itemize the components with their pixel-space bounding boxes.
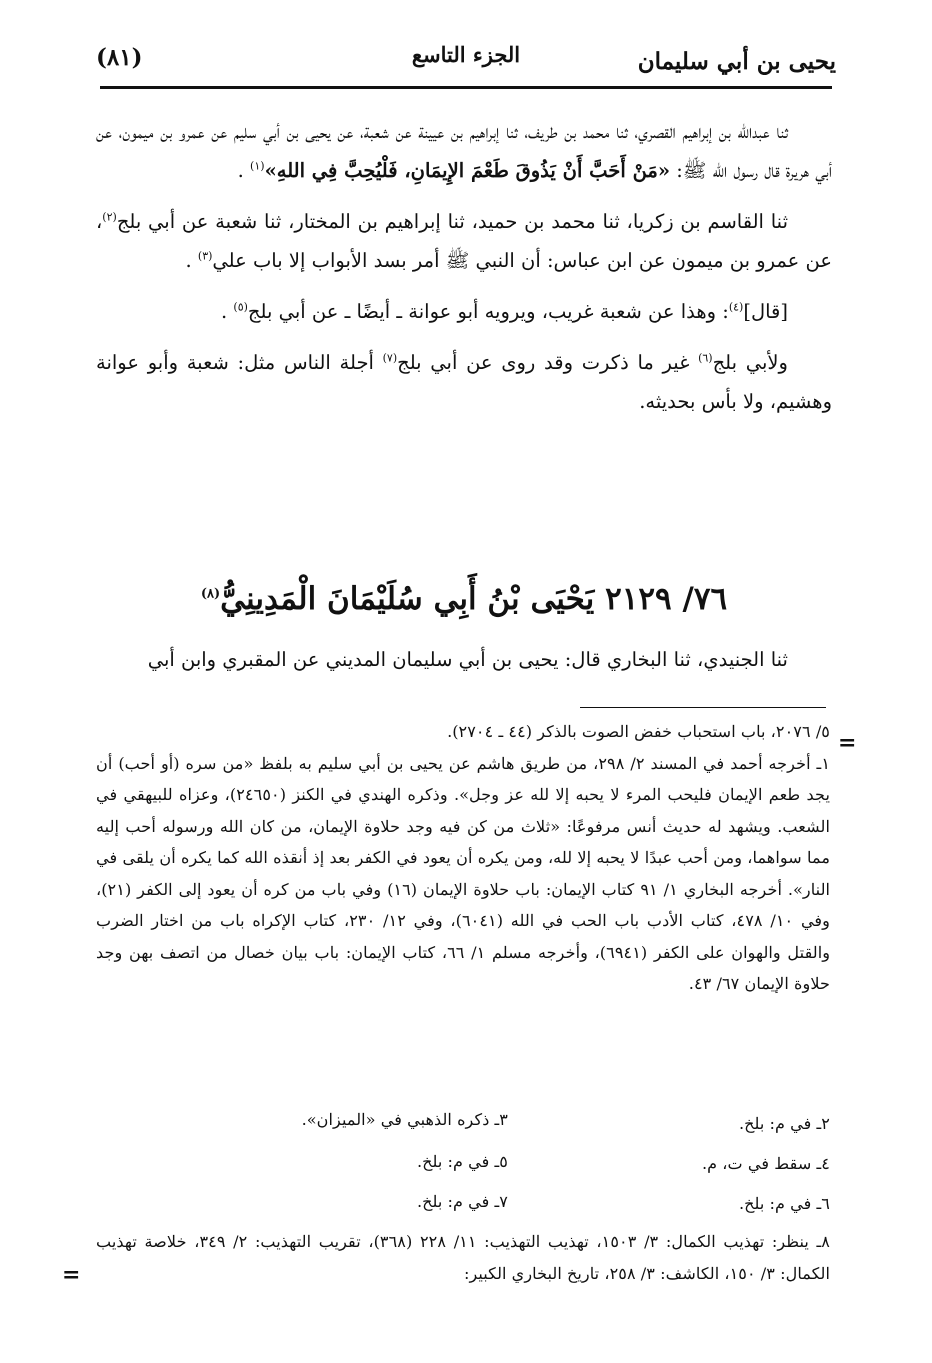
footnote-ref-5: (٥) bbox=[233, 300, 248, 314]
paragraph-3-end: . bbox=[221, 300, 234, 323]
footnote-ref-8: (٨) bbox=[200, 586, 221, 602]
paragraph-4-a: ولأبي بلج bbox=[712, 351, 788, 374]
paragraph-1 bbox=[96, 112, 832, 190]
footnote-ref-1: (١) bbox=[250, 159, 265, 173]
paragraph-3 bbox=[96, 292, 832, 331]
continuation-mark-end: = bbox=[62, 1262, 81, 1288]
footnote-ref-7: (٧) bbox=[382, 351, 398, 365]
hadith-quote: «مَنْ أَحَبَّ أَنْ يَذُوقَ طَعْمَ الإِيمَانِ، فَلْيُحِبَّ فِي اللهِ» bbox=[264, 159, 671, 182]
footnote-ref-2: (٢) bbox=[102, 210, 117, 224]
footnote-7: ٧ـ في م: بلخ. bbox=[416, 1192, 508, 1211]
page-header bbox=[96, 40, 836, 80]
footnote-1: ١ـ أخرجه أحمد في المسند ٢/ ٢٩٨، من طريق هاشم عن يحيى بن أبي سليم به بلفظ «من سره (أو أحب) أن يجد طعم الإيمان فليحب المرء لا يحبه إلا لله عز وجل». وذكره الهندي في الكنز (٢٤٦٥٠)، وعزاه للبيهقي في الشعب. ويشهد له حديث أنس مرفوعًا: «ثلاث من كن فيه وجد حلاوة الإيمان، من كان الله ورسوله أحب إليه مما سواهما، ومن أحب عبدًا لا يحبه إلا لله، ومن يكره أن يعود في الكفر بعد إذ أنقذه الله كما يكره أن يلقى في النار». أخرجه البخاري ١/ ٩١ كتاب الإيمان: باب حلاوة الإيمان (١٦) وفي باب من كره أن يعود إلى الكفر (٢١)، وفي ١٠/ ٤٧٨، كتاب الأدب باب الحب في الله (٦٠٤١)، وفي ١٢/ ٢٣٠، كتاب الإكراه باب من اختار الضرب والقتل والهوان على الكفر (٦٩٤١)، وأخرجه مسلم ١/ ٦٦، كتاب الإيمان: باب بيان خصال من اتصف بهن وجد حلاوة الإيمان ٦٧/ ٤٣. bbox=[96, 753, 831, 993]
paragraph-2 bbox=[96, 202, 832, 280]
paragraph-4-c: أجلة الناس مثل: شعبة وأبو عوانة وهشيم، ولا بأس بحديثه. bbox=[96, 351, 832, 413]
footnote-ref-4: (٤) bbox=[728, 300, 744, 314]
paragraph-3-b: : وهذا عن شعبة غريب، ويرويه أبو عوانة ـ أيضًا ـ عن أبي بلج bbox=[247, 300, 729, 323]
part-label: الجزء التاسع bbox=[411, 42, 521, 67]
footnote-6: ٦ـ في م: بلخ. bbox=[738, 1194, 830, 1213]
footnote-separator bbox=[580, 707, 826, 708]
footnote-continuation: ٥/ ٢٠٧٦، باب استحباب خفض الصوت بالذكر (٤٤ ـ ٢٧٠٤). bbox=[447, 722, 830, 741]
paragraph-2-end: . bbox=[185, 249, 198, 272]
main-text bbox=[96, 112, 832, 433]
footnotes bbox=[96, 716, 830, 1000]
footnote-3: ٣ـ ذكره الذهبي في «الميزان». bbox=[301, 1110, 508, 1129]
continuation-mark: = bbox=[838, 730, 857, 756]
page-number: (٨١) bbox=[96, 44, 143, 71]
entry-name: يَحْيَى بْنُ أَبِي سُلَيْمَانَ الْمَدِينِيُّ bbox=[220, 581, 595, 617]
footnote-8: ٨ـ ينظر: تهذيب الكمال: ٣/ ١٥٠٣، تهذيب التهذيب: ١١/ ٢٢٨ (٣٦٨)، تقريب التهذيب: ٢/ ٣٤٩، خلاصة تهذيب الكمال: ٣/ ١٥٠، الكاشف: ٣/ ٢٥٨، تاريخ البخاري الكبير: bbox=[96, 1232, 830, 1283]
paragraph-2-b: ، عن عمرو بن ميمون عن ابن عباس: أن النبي ﷺ أمر بسد الأبواب إلا باب علي bbox=[96, 210, 832, 272]
paragraph-4-b: غير ما ذكرت وقد روى عن أبي بلج bbox=[397, 351, 699, 374]
entry-number: ٧٦/ ٢١٢٩ bbox=[605, 581, 728, 617]
paragraph-1-end: . bbox=[237, 159, 251, 182]
paragraph-4 bbox=[96, 343, 832, 421]
footnote-ref-3: (٣) bbox=[197, 249, 213, 263]
paragraph-1-intro: ثنا عبدالله بن إبراهيم القصري، ثنا محمد بن طريف، ثنا إبراهيم بن عيينة عن شعبة، عن يحيى بن أبي سليم عن عمرو بن ميمون، عن أبي هريرة قال رسول الله ﷺ: bbox=[96, 120, 832, 182]
entry-text: ثنا الجنيدي، ثنا البخاري قال: يحيى بن أبي سليمان المديني عن المقبري وابن أبي bbox=[147, 648, 788, 671]
entry-title bbox=[96, 574, 832, 624]
header-rule bbox=[100, 86, 832, 89]
footnote-4: ٤ـ سقط في ت، م. bbox=[701, 1154, 830, 1173]
running-title: يحيى بن أبي سليمان bbox=[637, 48, 836, 75]
paragraph-3-a: [قال] bbox=[743, 300, 788, 323]
paragraph-2-a: ثنا القاسم بن زكريا، ثنا محمد بن حميد، ثنا إبراهيم بن المختار، ثنا شعبة عن أبي بلج bbox=[116, 210, 788, 233]
footnote-5: ٥ـ في م: بلخ. bbox=[416, 1152, 508, 1171]
footnote-2: ٢ـ في م: بلخ. bbox=[738, 1114, 830, 1133]
footnote-ref-6: (٦) bbox=[698, 351, 713, 365]
short-footnotes bbox=[96, 1110, 830, 1220]
